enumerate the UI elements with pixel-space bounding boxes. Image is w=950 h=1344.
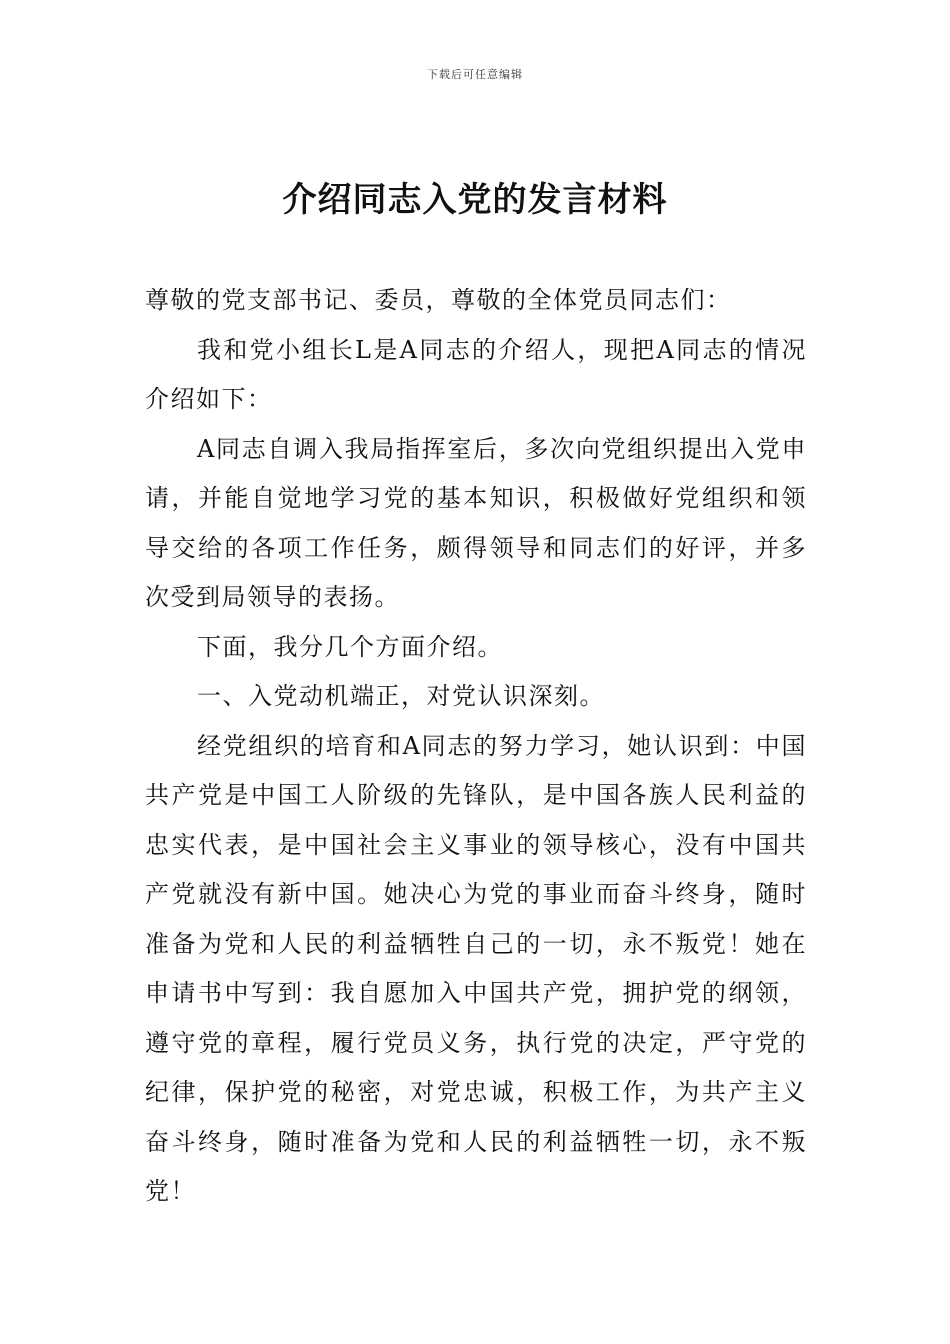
introducer-paragraph: 我和党小组长L是A同志的介绍人，现把A同志的情况介绍如下： — [145, 335, 807, 413]
document-title: 介绍同志入党的发言材料 — [282, 180, 668, 220]
motivation-paragraph: 经党组织的培育和A同志的努力学习，她认识到：中国共产党是中国工人阶级的先锋队，是中国各族人民利益的忠实代表，是中国社会主义事业的领导核心，没有中国共产党就没有新中国。她决心为党的事业而奋斗终身，随时准备为党和人民的利益牺牲自己的一切，永不叛党！她在申请书中写到：我自愿加入中国共产党，拥护党的纲领，遵守党的章程，履行党员义务，执行党的决定，严守党的纪律，保护党的秘密，对党忠诚，积极工作，为共产主义奋斗终身，随时准备为党和人民的利益牺牲一切，永不叛党！ — [145, 731, 807, 1205]
header-note: 下载后可任意编辑 — [427, 68, 523, 81]
section-heading-1: 一、入党动机端正，对党认识深刻。 — [197, 682, 605, 710]
background-paragraph: A同志自调入我局指挥室后，多次向党组织提出入党申请，并能自觉地学习党的基本知识，积极做好党组织和领导交给的各项工作任务，颇得领导和同志们的好评，并多次受到局领导的表扬。 — [145, 434, 807, 611]
document-body — [145, 276, 807, 1217]
outline-paragraph: 下面，我分几个方面介绍。 — [197, 632, 503, 661]
salutation-paragraph: 尊敬的党支部书记、委员，尊敬的全体党员同志们： — [145, 286, 732, 314]
